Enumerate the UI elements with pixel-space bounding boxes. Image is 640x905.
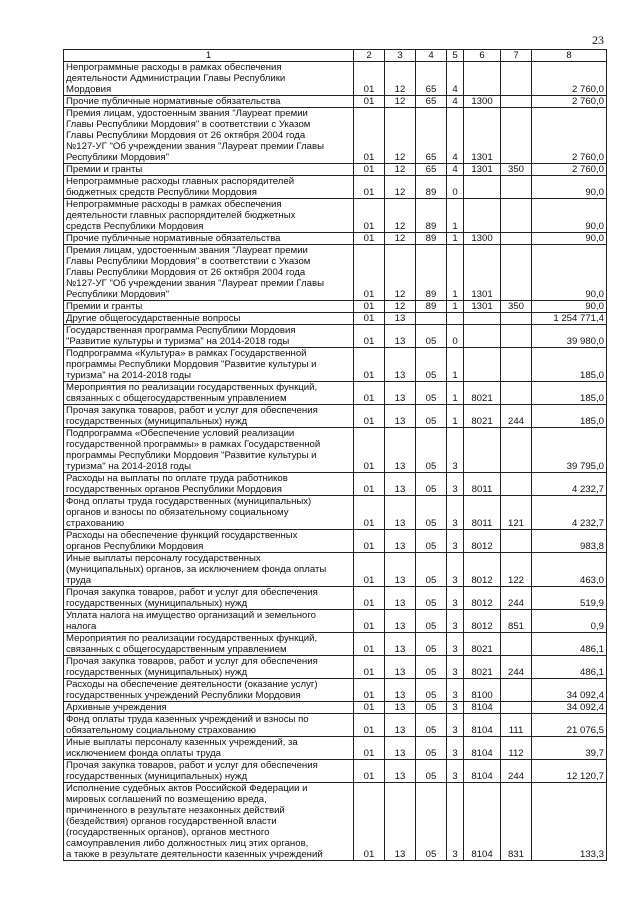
expenditure-name-cell: Прочая закупка товаров, работ и услуг для обеспечения государственных (муниципальных) нужд <box>64 587 354 610</box>
amount-cell: 1 254 771,4 <box>532 313 607 325</box>
expense-type-code-cell <box>501 473 532 496</box>
amount-cell: 2 760,0 <box>532 164 607 176</box>
subprogram-code-cell: 3 <box>447 428 464 473</box>
expenditure-name-cell: Фонд оплаты труда казенных учреждений и взносы по обязательному социальному страхованию <box>64 714 354 737</box>
direction-code-cell <box>464 325 501 348</box>
header-cell: 7 <box>501 50 532 62</box>
expense-type-code-cell: 851 <box>501 610 532 633</box>
direction-code-cell <box>464 62 501 96</box>
direction-code-cell: 1301 <box>464 301 501 313</box>
section-code-cell: 01 <box>354 233 385 245</box>
amount-cell: 2 760,0 <box>532 62 607 96</box>
program-code-cell: 05 <box>416 737 447 760</box>
subsection-code-cell: 13 <box>385 737 416 760</box>
section-code-cell: 01 <box>354 496 385 530</box>
header-row <box>64 50 607 62</box>
section-code-cell: 01 <box>354 702 385 714</box>
subsection-code-cell: 13 <box>385 325 416 348</box>
program-code-cell: 05 <box>416 405 447 428</box>
expense-type-code-cell <box>501 348 532 382</box>
amount-cell: 39,7 <box>532 737 607 760</box>
section-code-cell: 01 <box>354 656 385 679</box>
amount-cell: 185,0 <box>532 348 607 382</box>
table-row <box>64 530 607 553</box>
section-code-cell: 01 <box>354 245 385 301</box>
amount-cell: 2 760,0 <box>532 96 607 108</box>
amount-cell: 39 795,0 <box>532 428 607 473</box>
expense-type-code-cell <box>501 382 532 405</box>
program-code-cell <box>416 313 447 325</box>
expense-type-code-cell: 244 <box>501 656 532 679</box>
direction-code-cell: 8011 <box>464 473 501 496</box>
section-code-cell: 01 <box>354 714 385 737</box>
subprogram-code-cell: 3 <box>447 760 464 783</box>
subprogram-code-cell: 3 <box>447 473 464 496</box>
direction-code-cell: 8021 <box>464 405 501 428</box>
subprogram-code-cell: 0 <box>447 325 464 348</box>
amount-cell: 90,0 <box>532 176 607 199</box>
expenditure-name-cell: Премия лицам, удостоенным звания "Лауреат премии Главы Республики Мордовия" в соответствии с Указом Главы Республики Мордовия от 26 октября 2004 года №127-УГ "Об учреждении звания "Лауреат премии Главы Республики Мордовия" <box>64 245 354 301</box>
program-code-cell: 05 <box>416 382 447 405</box>
section-code-cell: 01 <box>354 610 385 633</box>
program-code-cell: 05 <box>416 496 447 530</box>
table-row <box>64 348 607 382</box>
direction-code-cell <box>464 428 501 473</box>
direction-code-cell: 8021 <box>464 633 501 656</box>
program-code-cell: 05 <box>416 760 447 783</box>
subsection-code-cell: 12 <box>385 62 416 96</box>
direction-code-cell <box>464 313 501 325</box>
program-code-cell: 05 <box>416 714 447 737</box>
expense-type-code-cell: 111 <box>501 714 532 737</box>
amount-cell: 4 232,7 <box>532 473 607 496</box>
expenditure-name-cell: Расходы на обеспечение деятельности (оказание услуг) государственных учреждений Республики Мордовия <box>64 679 354 702</box>
section-code-cell: 01 <box>354 199 385 233</box>
section-code-cell: 01 <box>354 473 385 496</box>
expenditure-name-cell: Подпрограмма «Обеспечение условий реализации государственной программы» в рамках Государственной программы Республики Мордовия "Развитие культуры и туризма" на 2014-2018 годы <box>64 428 354 473</box>
amount-cell: 90,0 <box>532 245 607 301</box>
expense-type-code-cell <box>501 313 532 325</box>
subsection-code-cell: 13 <box>385 633 416 656</box>
direction-code-cell: 8104 <box>464 714 501 737</box>
amount-cell: 486,1 <box>532 633 607 656</box>
subsection-code-cell: 13 <box>385 405 416 428</box>
direction-code-cell: 1300 <box>464 96 501 108</box>
subsection-code-cell: 12 <box>385 245 416 301</box>
table-row <box>64 164 607 176</box>
direction-code-cell: 8100 <box>464 679 501 702</box>
table-row <box>64 405 607 428</box>
section-code-cell: 01 <box>354 301 385 313</box>
program-code-cell: 05 <box>416 783 447 861</box>
expense-type-code-cell <box>501 530 532 553</box>
subprogram-code-cell: 3 <box>447 737 464 760</box>
table-row <box>64 656 607 679</box>
program-code-cell: 65 <box>416 96 447 108</box>
subprogram-code-cell: 4 <box>447 108 464 164</box>
subsection-code-cell: 13 <box>385 702 416 714</box>
amount-cell: 21 076,5 <box>532 714 607 737</box>
subsection-code-cell: 12 <box>385 199 416 233</box>
expense-type-code-cell <box>501 176 532 199</box>
amount-cell: 983,8 <box>532 530 607 553</box>
direction-code-cell: 8012 <box>464 610 501 633</box>
expense-type-code-cell <box>501 62 532 96</box>
amount-cell: 39 980,0 <box>532 325 607 348</box>
direction-code-cell: 1301 <box>464 245 501 301</box>
program-code-cell: 89 <box>416 233 447 245</box>
table-row <box>64 233 607 245</box>
header-cell: 1 <box>64 50 354 62</box>
program-code-cell: 89 <box>416 301 447 313</box>
subprogram-code-cell: 1 <box>447 405 464 428</box>
program-code-cell: 05 <box>416 348 447 382</box>
subprogram-code-cell: 4 <box>447 96 464 108</box>
program-code-cell: 05 <box>416 633 447 656</box>
direction-code-cell: 1301 <box>464 164 501 176</box>
amount-cell: 519,9 <box>532 587 607 610</box>
subprogram-code-cell: 1 <box>447 382 464 405</box>
program-code-cell: 89 <box>416 245 447 301</box>
expenditure-name-cell: Исполнение судебных актов Российской Федерации и мировых соглашений по возмещению вреда, причиненного в результате незаконных действий (бездействия) органов государственной власти (государственных органов), органов местного самоуправления либо должностных лиц этих органов, а также в результате деятельности казенных учреждений <box>64 783 354 861</box>
table-row <box>64 737 607 760</box>
subprogram-code-cell: 4 <box>447 62 464 96</box>
section-code-cell: 01 <box>354 176 385 199</box>
amount-cell: 90,0 <box>532 233 607 245</box>
direction-code-cell: 8011 <box>464 496 501 530</box>
table-row <box>64 702 607 714</box>
subprogram-code-cell: 3 <box>447 714 464 737</box>
direction-code-cell: 1300 <box>464 233 501 245</box>
header-cell: 3 <box>385 50 416 62</box>
expenditure-name-cell: Прочая закупка товаров, работ и услуг для обеспечения государственных (муниципальных) нужд <box>64 760 354 783</box>
direction-code-cell: 8012 <box>464 530 501 553</box>
table-row <box>64 199 607 233</box>
subsection-code-cell: 13 <box>385 313 416 325</box>
program-code-cell: 65 <box>416 108 447 164</box>
header-cell: 2 <box>354 50 385 62</box>
expense-type-code-cell <box>501 702 532 714</box>
expense-type-code-cell <box>501 679 532 702</box>
amount-cell: 463,0 <box>532 553 607 587</box>
subprogram-code-cell <box>447 313 464 325</box>
subprogram-code-cell: 1 <box>447 301 464 313</box>
amount-cell: 90,0 <box>532 301 607 313</box>
page-number: 23 <box>592 33 604 47</box>
expenditure-name-cell: Премии и гранты <box>64 164 354 176</box>
table-row <box>64 714 607 737</box>
section-code-cell: 01 <box>354 679 385 702</box>
table-row <box>64 679 607 702</box>
amount-cell: 12 120,7 <box>532 760 607 783</box>
section-code-cell: 01 <box>354 405 385 428</box>
table-row <box>64 96 607 108</box>
expense-type-code-cell <box>501 325 532 348</box>
subsection-code-cell: 13 <box>385 530 416 553</box>
direction-code-cell <box>464 348 501 382</box>
table-row <box>64 587 607 610</box>
section-code-cell: 01 <box>354 737 385 760</box>
expense-type-code-cell: 350 <box>501 164 532 176</box>
direction-code-cell <box>464 176 501 199</box>
program-code-cell: 65 <box>416 164 447 176</box>
program-code-cell: 05 <box>416 587 447 610</box>
program-code-cell: 05 <box>416 530 447 553</box>
expense-type-code-cell: 112 <box>501 737 532 760</box>
section-code-cell: 01 <box>354 382 385 405</box>
expense-type-code-cell: 244 <box>501 405 532 428</box>
amount-cell: 34 092,4 <box>532 702 607 714</box>
direction-code-cell: 8021 <box>464 656 501 679</box>
table-row <box>64 610 607 633</box>
direction-code-cell: 1301 <box>464 108 501 164</box>
direction-code-cell: 8104 <box>464 737 501 760</box>
subsection-code-cell: 13 <box>385 783 416 861</box>
table-row <box>64 760 607 783</box>
amount-cell: 0,9 <box>532 610 607 633</box>
expenditure-name-cell: Премии и гранты <box>64 301 354 313</box>
subsection-code-cell: 13 <box>385 496 416 530</box>
expenditure-name-cell: Уплата налога на имущество организаций и земельного налога <box>64 610 354 633</box>
expense-type-code-cell: 831 <box>501 783 532 861</box>
subsection-code-cell: 13 <box>385 348 416 382</box>
subprogram-code-cell: 3 <box>447 679 464 702</box>
subprogram-code-cell: 3 <box>447 783 464 861</box>
program-code-cell: 05 <box>416 428 447 473</box>
amount-cell: 2 760,0 <box>532 108 607 164</box>
program-code-cell: 05 <box>416 473 447 496</box>
amount-cell: 34 092,4 <box>532 679 607 702</box>
expenditure-name-cell: Непрограммные расходы главных распорядителей бюджетных средств Республики Мордовия <box>64 176 354 199</box>
amount-cell: 185,0 <box>532 382 607 405</box>
expense-type-code-cell: 121 <box>501 496 532 530</box>
subsection-code-cell: 13 <box>385 679 416 702</box>
subprogram-code-cell: 3 <box>447 553 464 587</box>
section-code-cell: 01 <box>354 428 385 473</box>
table-body <box>64 62 607 861</box>
expenditure-name-cell: Прочие публичные нормативные обязательства <box>64 96 354 108</box>
subsection-code-cell: 13 <box>385 587 416 610</box>
subprogram-code-cell: 3 <box>447 702 464 714</box>
subprogram-code-cell: 3 <box>447 633 464 656</box>
subprogram-code-cell: 4 <box>447 164 464 176</box>
expense-type-code-cell <box>501 96 532 108</box>
section-code-cell: 01 <box>354 553 385 587</box>
table-row <box>64 62 607 96</box>
amount-cell: 133,3 <box>532 783 607 861</box>
table-row <box>64 783 607 861</box>
amount-cell: 4 232,7 <box>532 496 607 530</box>
subsection-code-cell: 13 <box>385 610 416 633</box>
expenditure-name-cell: Расходы на выплаты по оплате труда работников государственных органов Республики Мордовия <box>64 473 354 496</box>
table-row <box>64 176 607 199</box>
section-code-cell: 01 <box>354 530 385 553</box>
expenditure-name-cell: Архивные учреждения <box>64 702 354 714</box>
section-code-cell: 01 <box>354 164 385 176</box>
expenditure-name-cell: Подпрограмма «Культура» в рамках Государственной программы Республики Мордовия "Развитие культуры и туризма" на 2014-2018 годы <box>64 348 354 382</box>
expense-type-code-cell <box>501 233 532 245</box>
budget-table <box>63 49 607 861</box>
subprogram-code-cell: 1 <box>447 199 464 233</box>
subprogram-code-cell: 3 <box>447 656 464 679</box>
expense-type-code-cell: 350 <box>501 301 532 313</box>
subsection-code-cell: 12 <box>385 233 416 245</box>
subsection-code-cell: 13 <box>385 473 416 496</box>
table-row <box>64 473 607 496</box>
program-code-cell: 05 <box>416 679 447 702</box>
expense-type-code-cell <box>501 428 532 473</box>
table-row <box>64 325 607 348</box>
expenditure-name-cell: Иные выплаты персоналу казенных учреждений, за исключением фонда оплаты труда <box>64 737 354 760</box>
amount-cell: 185,0 <box>532 405 607 428</box>
expenditure-name-cell: Государственная программа Республики Мордовия "Развитие культуры и туризма" на 2014-2018 годы <box>64 325 354 348</box>
expenditure-name-cell: Фонд оплаты труда государственных (муниципальных) органов и взносы по обязательному социальному страхованию <box>64 496 354 530</box>
direction-code-cell: 8104 <box>464 702 501 714</box>
expense-type-code-cell <box>501 633 532 656</box>
subprogram-code-cell: 1 <box>447 245 464 301</box>
expense-type-code-cell <box>501 245 532 301</box>
subprogram-code-cell: 3 <box>447 587 464 610</box>
program-code-cell: 89 <box>416 199 447 233</box>
expense-type-code-cell: 244 <box>501 587 532 610</box>
section-code-cell: 01 <box>354 313 385 325</box>
expenditure-name-cell: Другие общегосударственные вопросы <box>64 313 354 325</box>
subsection-code-cell: 12 <box>385 108 416 164</box>
expenditure-name-cell: Премия лицам, удостоенным звания "Лауреат премии Главы Республики Мордовия" в соответствии с Указом Главы Республики Мордовия от 26 октября 2004 года №127-УГ "Об учреждении звания "Лауреат премии Главы Республики Мордовия" <box>64 108 354 164</box>
section-code-cell: 01 <box>354 325 385 348</box>
direction-code-cell <box>464 199 501 233</box>
subsection-code-cell: 13 <box>385 553 416 587</box>
expenditure-name-cell: Непрограммные расходы в рамках обеспечения деятельности Администрации Главы Республики Мордовия <box>64 62 354 96</box>
header-cell: 5 <box>447 50 464 62</box>
subsection-code-cell: 12 <box>385 164 416 176</box>
table-row <box>64 496 607 530</box>
program-code-cell: 05 <box>416 325 447 348</box>
table-row <box>64 313 607 325</box>
section-code-cell: 01 <box>354 587 385 610</box>
section-code-cell: 01 <box>354 783 385 861</box>
expenditure-name-cell: Расходы на обеспечение функций государственных органов Республики Мордовия <box>64 530 354 553</box>
section-code-cell: 01 <box>354 62 385 96</box>
amount-cell: 90,0 <box>532 199 607 233</box>
subsection-code-cell: 13 <box>385 760 416 783</box>
table-row <box>64 553 607 587</box>
program-code-cell: 05 <box>416 656 447 679</box>
expenditure-name-cell: Мероприятия по реализации государственных функций, связанных с общегосударственным управлением <box>64 633 354 656</box>
header-cell: 4 <box>416 50 447 62</box>
direction-code-cell: 8012 <box>464 587 501 610</box>
expenditure-name-cell: Прочая закупка товаров, работ и услуг для обеспечения государственных (муниципальных) нужд <box>64 405 354 428</box>
expenditure-name-cell: Иные выплаты персоналу государственных (муниципальных) органов, за исключением фонда оплаты труда <box>64 553 354 587</box>
subprogram-code-cell: 1 <box>447 348 464 382</box>
subsection-code-cell: 12 <box>385 96 416 108</box>
table-row <box>64 428 607 473</box>
table-row <box>64 301 607 313</box>
subsection-code-cell: 13 <box>385 656 416 679</box>
table-row <box>64 108 607 164</box>
program-code-cell: 05 <box>416 610 447 633</box>
section-code-cell: 01 <box>354 348 385 382</box>
expense-type-code-cell <box>501 108 532 164</box>
section-code-cell: 01 <box>354 760 385 783</box>
program-code-cell: 05 <box>416 553 447 587</box>
program-code-cell: 05 <box>416 702 447 714</box>
subsection-code-cell: 13 <box>385 428 416 473</box>
subprogram-code-cell: 0 <box>447 176 464 199</box>
expenditure-name-cell: Непрограммные расходы в рамках обеспечения деятельности главных распорядителей бюджетных средств Республики Мордовия <box>64 199 354 233</box>
section-code-cell: 01 <box>354 633 385 656</box>
expenditure-name-cell: Мероприятия по реализации государственных функций, связанных с общегосударственным управлением <box>64 382 354 405</box>
direction-code-cell: 8104 <box>464 783 501 861</box>
header-cell: 8 <box>532 50 607 62</box>
subprogram-code-cell: 3 <box>447 496 464 530</box>
program-code-cell: 65 <box>416 62 447 96</box>
table-row <box>64 382 607 405</box>
direction-code-cell: 8012 <box>464 553 501 587</box>
header-cell: 6 <box>464 50 501 62</box>
amount-cell: 486,1 <box>532 656 607 679</box>
table-row <box>64 633 607 656</box>
expense-type-code-cell: 244 <box>501 760 532 783</box>
direction-code-cell: 8104 <box>464 760 501 783</box>
expense-type-code-cell: 122 <box>501 553 532 587</box>
subsection-code-cell: 12 <box>385 301 416 313</box>
expenditure-name-cell: Прочие публичные нормативные обязательства <box>64 233 354 245</box>
subsection-code-cell: 12 <box>385 176 416 199</box>
expenditure-name-cell: Прочая закупка товаров, работ и услуг для обеспечения государственных (муниципальных) нужд <box>64 656 354 679</box>
subsection-code-cell: 13 <box>385 382 416 405</box>
subprogram-code-cell: 3 <box>447 530 464 553</box>
subsection-code-cell: 13 <box>385 714 416 737</box>
subprogram-code-cell: 1 <box>447 233 464 245</box>
direction-code-cell: 8021 <box>464 382 501 405</box>
subprogram-code-cell: 3 <box>447 610 464 633</box>
section-code-cell: 01 <box>354 108 385 164</box>
table-row <box>64 245 607 301</box>
program-code-cell: 89 <box>416 176 447 199</box>
section-code-cell: 01 <box>354 96 385 108</box>
expense-type-code-cell <box>501 199 532 233</box>
